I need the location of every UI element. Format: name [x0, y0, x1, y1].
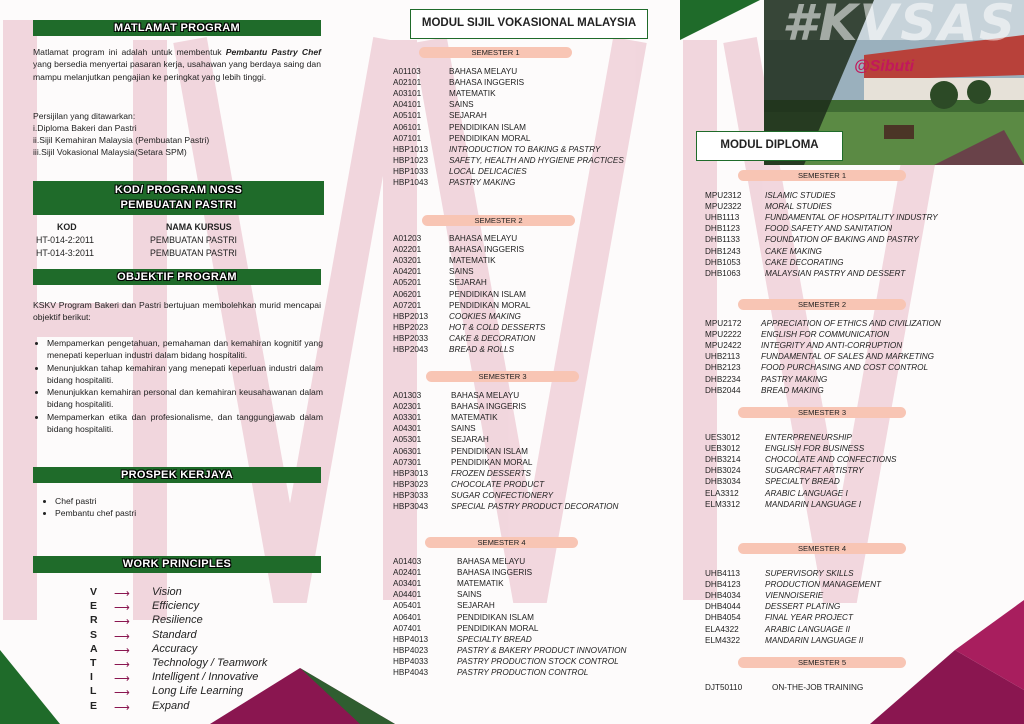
svm-module-row — [393, 289, 673, 300]
work-principle-letter: A — [90, 642, 98, 655]
diploma-module-row — [705, 201, 1005, 212]
module-code: A07401 — [393, 623, 422, 633]
svm-semester-label: SEMESTER 2 — [422, 215, 575, 226]
module-code: A02201 — [393, 245, 422, 255]
svm-module-row — [393, 266, 673, 277]
module-code: DHB3024 — [705, 466, 741, 476]
diploma-module-row — [705, 318, 1005, 329]
work-principle-word: Vision — [152, 586, 182, 598]
module-name: MORAL STUDIES — [765, 202, 832, 212]
module-name: DESSERT PLATING — [765, 602, 841, 612]
module-code: A04301 — [393, 424, 422, 434]
module-code: HBP3033 — [393, 490, 429, 500]
svm-module-row — [393, 255, 673, 266]
module-code: HBP4013 — [393, 634, 429, 644]
module-name: PASTRY PRODUCTION STOCK CONTROL — [457, 656, 619, 666]
module-name: MANDARIN LANGUAGE II — [765, 635, 864, 645]
svm-module-row — [393, 122, 673, 133]
module-name: LOCAL DELICACIES — [449, 166, 527, 176]
module-code: A04201 — [393, 267, 422, 277]
module-code: DHB1243 — [705, 246, 741, 256]
module-code: A05301 — [393, 435, 422, 445]
module-code: A07201 — [393, 300, 422, 310]
work-principle-letter: E — [90, 699, 98, 712]
diploma-module-row — [705, 682, 1005, 693]
diploma-title: MODUL DIPLOMA — [696, 131, 843, 161]
module-name: FINAL YEAR PROJECT — [765, 613, 853, 623]
module-name: BAHASA INGGERIS — [451, 402, 527, 412]
module-code: UHB2113 — [705, 352, 740, 362]
module-name: FUNDAMENTAL OF HOSPITALITY INDUSTRY — [765, 213, 938, 223]
objektif-list — [33, 337, 323, 435]
module-code: A05201 — [393, 278, 422, 288]
diploma-module-row — [705, 601, 1005, 612]
module-name: ENGLISH FOR COMMUNICATION — [761, 330, 890, 340]
objektif-item: • Menunjukkan kemahiran personal dan kemahiran keusahawanan dalam bidang hospitaliti. — [47, 386, 323, 411]
svm-module-row — [393, 567, 673, 578]
work-principle-letter: T — [90, 657, 97, 669]
module-code: A06401 — [393, 612, 422, 622]
svm-semester-label: SEMESTER 3 — [426, 371, 579, 382]
module-name: SAINS — [457, 590, 482, 600]
module-code: HBP1043 — [393, 178, 429, 187]
sijil-heading: Persijilan yang ditawarkan: — [33, 111, 136, 121]
module-name: FOOD SAFETY AND SANITATION — [765, 224, 893, 234]
module-name: BAHASA MELAYU — [457, 557, 526, 566]
photo-hashtag: #KVSAS — [782, 0, 1017, 52]
work-principle-word: Technology / Teamwork — [152, 657, 268, 669]
svm-module-row — [393, 311, 673, 322]
module-code: A03401 — [393, 579, 422, 589]
module-name: CAKE & DECORATION — [449, 333, 536, 343]
work-principle-word: Efficiency — [152, 600, 200, 613]
module-code: HBP1033 — [393, 166, 429, 176]
work-principle-word: Expand — [152, 699, 190, 712]
kod-row-2-code: HT-014-3:2011 — [36, 248, 95, 258]
module-code: UES3012 — [705, 433, 741, 442]
svm-module-row — [393, 667, 673, 678]
module-code: DHB2234 — [705, 374, 741, 384]
matlamat-title: MATLAMAT PROGRAM — [33, 20, 321, 36]
module-name: SPECIALTY BREAD — [765, 477, 840, 487]
module-name: SAINS — [451, 424, 476, 434]
diploma-module-row — [705, 234, 1005, 245]
module-name: COOKIES MAKING — [449, 311, 521, 321]
module-name: MATEMATIK — [451, 413, 498, 423]
module-code: A01203 — [393, 234, 422, 243]
module-code: A07301 — [393, 457, 422, 467]
diploma-module-row — [705, 257, 1005, 268]
work-principle-letter: R — [90, 614, 98, 627]
svm-module-row — [393, 457, 673, 468]
work-principle-word: Accuracy — [152, 642, 198, 655]
module-code: DHB4044 — [705, 602, 741, 612]
svm-module-row — [393, 556, 673, 567]
module-code: DHB1053 — [705, 257, 741, 267]
module-name: SAINS — [449, 100, 474, 110]
kod-header-nama: NAMA KURSUS — [166, 222, 232, 232]
module-name: HOT & COLD DESSERTS — [449, 322, 546, 332]
module-code: DHB2044 — [705, 385, 741, 395]
svm-module-row — [393, 99, 673, 110]
svm-module-row — [393, 277, 673, 288]
module-name: ENTERPRENEURSHIP — [765, 433, 852, 442]
diploma-module-row — [705, 246, 1005, 257]
module-code: ELA4322 — [705, 624, 739, 634]
diploma-module-row — [705, 432, 1005, 443]
svm-module-row — [393, 166, 673, 177]
objektif-title: OBJEKTIF PROGRAM — [33, 269, 321, 285]
svm-module-row — [393, 623, 673, 634]
module-code: DHB4123 — [705, 580, 741, 590]
module-code: DJT50110 — [705, 683, 743, 692]
module-code: A03301 — [393, 413, 422, 423]
objektif-intro: KSKV Program Bakeri dan Pastri bertujuan membolehkan murid mencapai objektif berikut: — [33, 300, 321, 323]
module-name: MATEMATIK — [457, 579, 504, 589]
module-name: SUPERVISORY SKILLS — [765, 569, 854, 578]
module-name: PENDIDIKAN ISLAM — [449, 289, 526, 299]
diploma-module-row — [705, 351, 1005, 362]
sijil-item-1: i.Diploma Bakeri dan Pastri — [33, 123, 137, 133]
module-name: PENDIDIKAN ISLAM — [449, 122, 526, 132]
module-name: CAKE DECORATING — [765, 257, 844, 267]
arrow-right-icon: ⟶ — [114, 616, 130, 629]
module-name: SUGAR CONFECTIONERY — [451, 490, 554, 500]
objektif-item: • Mempamerkan etika dan profesionalisme, dan tanggungjawab dalam bidang hospitaliti. — [47, 411, 323, 436]
module-code: ELM4322 — [705, 635, 741, 645]
kod-title-line-1: KOD/ PROGRAM NOSS — [114, 184, 243, 196]
module-code: HBP2013 — [393, 311, 429, 321]
matlamat-bold: Pembantu Pastry Chef — [225, 47, 321, 57]
module-code: A03201 — [393, 256, 422, 266]
prospek-item: • Chef pastri — [55, 495, 301, 507]
matlamat-paragraph — [33, 46, 321, 83]
module-name: INTRODUCTION TO BAKING & PASTRY — [449, 144, 601, 154]
svm-module-row — [393, 333, 673, 344]
diploma-module-row — [705, 340, 1005, 351]
module-code: DHB2123 — [705, 363, 741, 373]
work-principle-letter: E — [90, 600, 98, 613]
kod-title — [33, 181, 324, 215]
objektif-item: • Mempamerkan pengetahuan, pemahaman dan kemahiran kognitif yang menepati keperluan industri dalam bidang hospitaliti. — [47, 337, 323, 362]
svm-module-row — [393, 634, 673, 645]
module-name: MANDARIN LANGUAGE I — [765, 499, 861, 509]
svm-module-row — [393, 578, 673, 589]
diploma-semester-label: SEMESTER 3 — [738, 407, 906, 418]
panel-modul-diploma — [680, 0, 1024, 724]
svm-module-row — [393, 244, 673, 255]
module-code: DHB3214 — [705, 455, 741, 465]
work-principle-letter: V — [90, 586, 98, 598]
module-name: SEJARAH — [457, 601, 495, 611]
arrow-right-icon: ⟶ — [114, 644, 130, 657]
diploma-module-row — [705, 454, 1005, 465]
module-name: APPRECIATION OF ETHICS AND CIVILIZATION — [761, 319, 941, 328]
svm-module-row — [393, 144, 673, 155]
diploma-module-row — [705, 624, 1005, 635]
module-name: BAHASA MELAYU — [451, 391, 520, 400]
svm-module-row — [393, 344, 673, 355]
module-code: DHB3034 — [705, 477, 741, 487]
module-code: DHB1123 — [705, 224, 740, 234]
module-name: SAFETY, HEALTH AND HYGIENE PRACTICES — [449, 155, 624, 165]
svm-semester-label: SEMESTER 4 — [425, 537, 578, 548]
module-name: MATEMATIK — [449, 89, 496, 99]
sijil-item-2: ii.Sijil Kemahiran Malaysia (Pembuatan Pastri) — [33, 135, 210, 145]
svm-module-row — [393, 77, 673, 88]
module-code: UEB3012 — [705, 444, 741, 454]
module-code: HBP3023 — [393, 479, 429, 489]
module-name: BAHASA INGGERIS — [449, 245, 525, 255]
module-code: A06301 — [393, 446, 422, 456]
module-name: ON-THE-JOB TRAINING — [772, 683, 864, 692]
diploma-module-row — [705, 635, 1005, 646]
module-code: UHB4113 — [705, 569, 740, 578]
module-name: SEJARAH — [449, 278, 487, 288]
module-code: A06101 — [393, 122, 422, 132]
module-name: ENGLISH FOR BUSINESS — [765, 444, 865, 454]
module-code: HBP2043 — [393, 345, 429, 354]
svm-semester-label: SEMESTER 1 — [419, 47, 572, 58]
svm-module-row — [393, 501, 673, 512]
panel-modul-svm — [340, 0, 680, 724]
svm-module-row — [393, 412, 673, 423]
svm-module-row — [393, 434, 673, 445]
module-name: SEJARAH — [449, 111, 487, 121]
module-name: PASTRY MAKING — [449, 178, 516, 187]
module-code: HBP1023 — [393, 155, 429, 165]
module-code: A03101 — [393, 89, 422, 99]
module-code: A01403 — [393, 557, 422, 566]
work-principles-title: WORK PRINCIPLES — [33, 556, 321, 573]
kod-title-line-2: PEMBUATAN PASTRI — [120, 199, 237, 211]
svm-module-row — [393, 88, 673, 99]
module-name: CAKE MAKING — [765, 246, 822, 256]
matlamat-text-1: Matlamat program ini adalah untuk membentuk — [33, 47, 222, 57]
diploma-module-row — [705, 579, 1005, 590]
module-code: HBP2023 — [393, 322, 429, 332]
module-name: FUNDAMENTAL OF SALES AND MARKETING — [761, 352, 935, 362]
svm-module-row — [393, 401, 673, 412]
diploma-module-row — [705, 212, 1005, 223]
svm-module-row — [393, 300, 673, 311]
module-name: MATEMATIK — [449, 256, 496, 266]
diploma-semester-label: SEMESTER 2 — [738, 299, 906, 310]
diploma-module-row — [705, 568, 1005, 579]
module-name: BREAD & ROLLS — [449, 345, 515, 354]
module-code: A04401 — [393, 590, 422, 600]
module-code: DHB4054 — [705, 613, 741, 623]
diploma-semester-label: SEMESTER 4 — [738, 543, 906, 554]
module-code: HBP3043 — [393, 502, 429, 511]
module-code: MPU2322 — [705, 202, 742, 212]
arrow-right-icon: ⟶ — [114, 659, 130, 671]
module-code: DHB4034 — [705, 591, 741, 601]
module-name: SUGARCRAFT ARTISTRY — [765, 466, 864, 476]
svm-module-row — [393, 155, 673, 166]
diploma-module-row — [705, 329, 1005, 340]
module-code: A02401 — [393, 568, 422, 578]
svm-module-row — [393, 600, 673, 611]
arrow-right-icon: ⟶ — [114, 588, 130, 600]
module-code: A02301 — [393, 402, 422, 412]
diploma-module-row — [705, 190, 1005, 201]
module-code: A05101 — [393, 111, 422, 121]
module-name: PENDIDIKAN ISLAM — [457, 612, 534, 622]
objektif-item: • Menunjukkan tahap kemahiran yang menepati keperluan industri dalam bidang hospitaliti. — [47, 362, 323, 387]
module-name: BAHASA INGGERIS — [449, 78, 525, 88]
svm-module-row — [393, 66, 673, 77]
diploma-module-row — [705, 488, 1005, 499]
module-name: SPECIALTY BREAD — [457, 634, 532, 644]
module-code: MPU2172 — [705, 319, 742, 328]
module-code: A04101 — [393, 100, 422, 110]
module-code: A01103 — [393, 67, 421, 76]
diploma-module-row — [705, 590, 1005, 601]
work-principle-word: Resilience — [152, 614, 203, 627]
module-name: BREAD MAKING — [761, 385, 824, 395]
work-principle-letter: S — [90, 628, 98, 641]
svm-module-row — [393, 110, 673, 121]
work-principle-letter: I — [90, 671, 93, 684]
svm-module-row — [393, 177, 673, 188]
diploma-module-row — [705, 385, 1005, 396]
module-name: PENDIDIKAN MORAL — [457, 623, 539, 633]
matlamat-text-2: yang bersedia menyertai pasaran kerja, usahawan yang berdaya saing dan mampu melanjutkan pengajian ke peringkat yang lebih tinggi. — [33, 59, 321, 82]
diploma-module-row — [705, 476, 1005, 487]
module-code: HBP2033 — [393, 333, 429, 343]
photo-subtitle: @Sibuti — [854, 58, 915, 75]
module-code: MPU2422 — [705, 341, 742, 351]
module-name: CHOCOLATE PRODUCT — [451, 479, 545, 489]
svm-module-row — [393, 589, 673, 600]
module-code: HBP4023 — [393, 645, 429, 655]
module-name: INTEGRITY AND ANTI-CORRUPTION — [761, 341, 903, 351]
module-name: FROZEN DESSERTS — [451, 468, 531, 478]
svm-module-row — [393, 479, 673, 490]
module-code: UHB1113 — [705, 213, 740, 223]
module-name: FOOD PURCHASING AND COST CONTROL — [761, 363, 929, 373]
arrow-right-icon: ⟶ — [114, 673, 130, 686]
module-name: ARABIC LANGUAGE I — [765, 488, 848, 498]
module-name: FOUNDATION OF BAKING AND PASTRY — [765, 235, 919, 245]
svm-module-row — [393, 446, 673, 457]
panel-program-info — [0, 0, 340, 724]
diploma-semester-label: SEMESTER 5 — [738, 657, 906, 668]
kod-row-1-name: PEMBUATAN PASTRI — [150, 235, 238, 245]
module-code: MPU2312 — [705, 191, 742, 200]
prospek-list — [41, 495, 301, 520]
module-code: HBP4043 — [393, 668, 429, 677]
module-name: ARABIC LANGUAGE II — [765, 624, 851, 634]
work-principle-word: Standard — [152, 628, 197, 641]
diploma-module-row — [705, 499, 1005, 510]
module-name: CHOCOLATE AND CONFECTIONS — [765, 455, 897, 465]
svm-module-row — [393, 133, 673, 144]
module-code: A07101 — [393, 133, 422, 143]
diploma-module-row — [705, 465, 1005, 476]
diploma-module-row — [705, 362, 1005, 373]
arrow-right-icon: ⟶ — [114, 630, 130, 643]
diploma-module-row — [705, 268, 1005, 279]
kod-row-2-name: PEMBUATAN PASTRI — [150, 248, 238, 258]
module-code: A06201 — [393, 289, 422, 299]
svm-module-row — [393, 490, 673, 501]
arrow-right-icon: ⟶ — [114, 687, 130, 700]
prospek-item: • Pembantu chef pastri — [55, 507, 301, 519]
module-code: HBP3013 — [393, 468, 429, 478]
svm-module-row — [393, 390, 673, 401]
module-name: PENDIDIKAN MORAL — [449, 133, 531, 143]
diploma-module-row — [705, 612, 1005, 623]
module-code: ELM3312 — [705, 499, 741, 509]
module-code: A01303 — [393, 391, 422, 400]
module-name: SPECIAL PASTRY PRODUCT DECORATION — [451, 502, 619, 511]
arrow-right-icon: ⟶ — [114, 701, 130, 714]
arrow-right-icon: ⟶ — [114, 602, 130, 615]
svm-module-row — [393, 656, 673, 667]
kod-row-1-code: HT-014-2:2011 — [36, 235, 95, 245]
module-name: PASTRY PRODUCTION CONTROL — [457, 668, 589, 677]
module-code: A02101 — [393, 78, 422, 88]
svm-module-row — [393, 612, 673, 623]
module-name: PRODUCTION MANAGEMENT — [765, 580, 881, 590]
work-principle-word: Long Life Learning — [152, 685, 244, 698]
module-name: SAINS — [449, 267, 474, 277]
diploma-module-row — [705, 374, 1005, 385]
module-name: BAHASA MELAYU — [449, 67, 518, 76]
svm-module-row — [393, 322, 673, 333]
module-code: HBP1013 — [393, 144, 429, 154]
module-code: DHB1133 — [705, 235, 740, 245]
module-name: VIENNOISERIE — [765, 591, 824, 601]
module-code: ELA3312 — [705, 488, 739, 498]
work-principle-letter: L — [90, 685, 97, 698]
diploma-module-row — [705, 443, 1005, 454]
module-code: A05401 — [393, 601, 422, 611]
module-code: HBP4033 — [393, 656, 429, 666]
module-name: BAHASA INGGERIS — [457, 568, 533, 578]
diploma-module-row — [705, 223, 1005, 234]
svm-module-row — [393, 468, 673, 479]
module-code: MPU2222 — [705, 330, 742, 340]
module-name: BAHASA MELAYU — [449, 234, 518, 243]
module-name: MALAYSIAN PASTRY AND DESSERT — [765, 268, 906, 278]
module-name: PENDIDIKAN MORAL — [449, 300, 531, 310]
module-name: ISLAMIC STUDIES — [765, 191, 836, 200]
diploma-semester-label: SEMESTER 1 — [738, 170, 906, 181]
module-code: DHB1063 — [705, 268, 741, 278]
module-name: PENDIDIKAN MORAL — [451, 457, 533, 467]
module-name: SEJARAH — [451, 435, 489, 445]
module-name: PENDIDIKAN ISLAM — [451, 446, 528, 456]
module-name: PASTRY MAKING — [761, 374, 828, 384]
work-principle-word: Intelligent / Innovative — [152, 671, 259, 684]
svm-title: MODUL SIJIL VOKASIONAL MALAYSIA — [410, 9, 648, 39]
sijil-item-3: iii.Sijil Vokasional Malaysia(Setara SPM) — [33, 147, 187, 157]
svm-module-row — [393, 423, 673, 434]
prospek-title: PROSPEK KERJAYA — [33, 467, 321, 483]
module-name: PASTRY & BAKERY PRODUCT INNOVATION — [457, 645, 627, 655]
svm-module-row — [393, 233, 673, 244]
kod-header-kod: KOD — [57, 222, 77, 232]
svm-module-row — [393, 645, 673, 656]
